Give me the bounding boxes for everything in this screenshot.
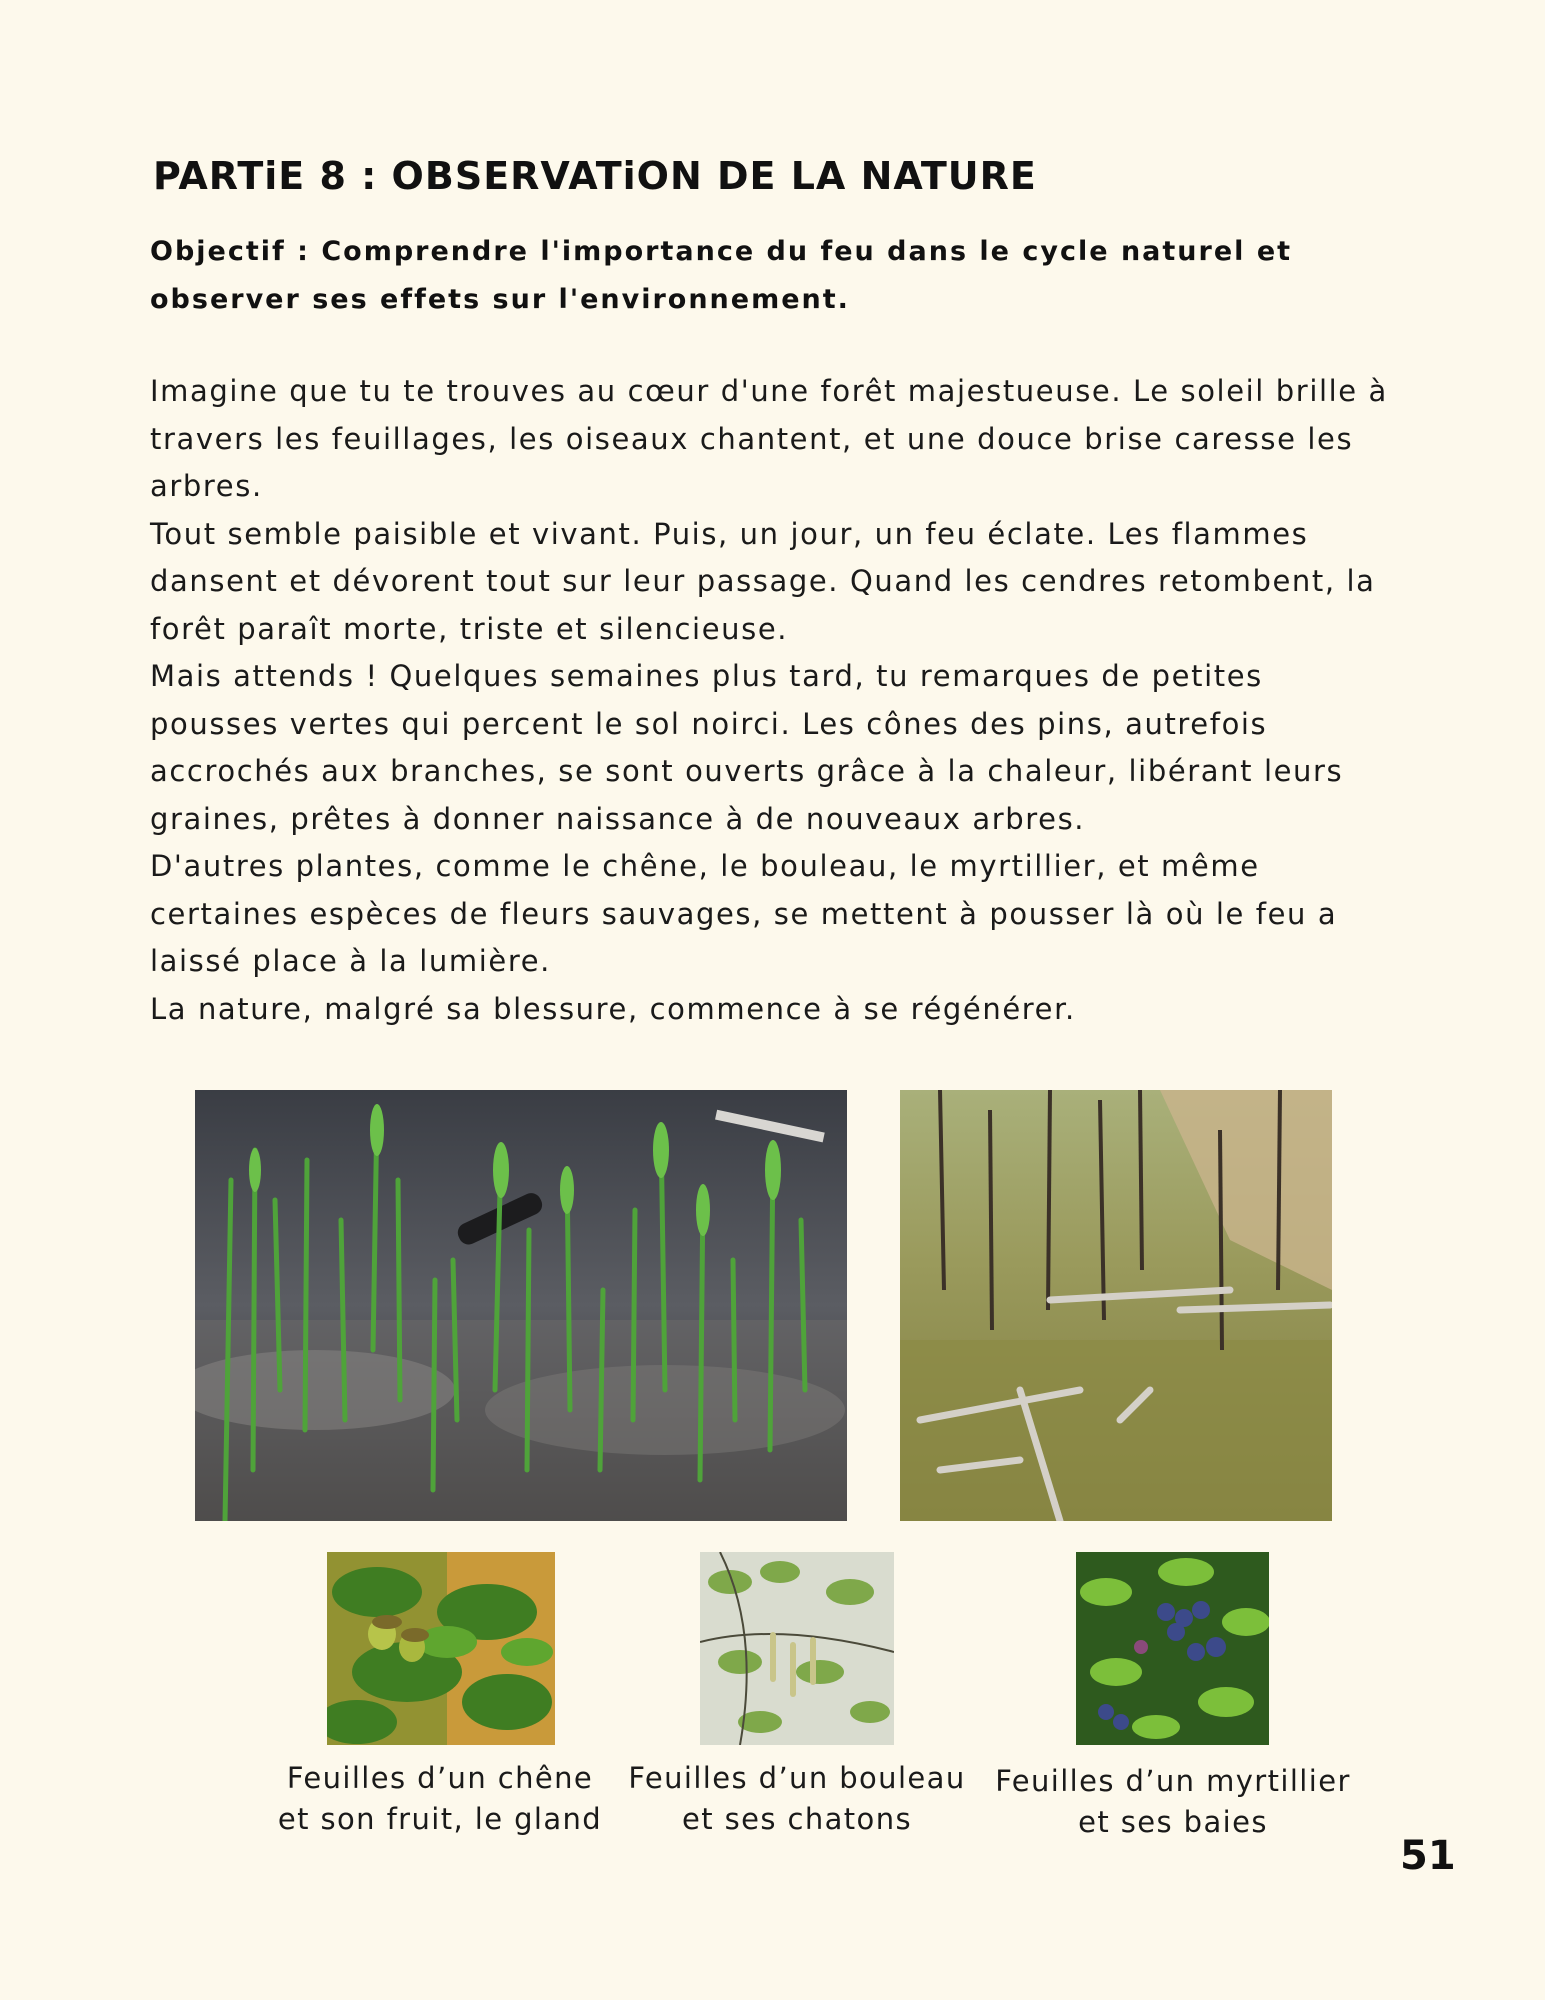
page-title: PARTiE 8 : OBSERVATiON DE LA NATURE (153, 154, 1037, 198)
blueberry-caption (980, 1761, 1366, 1843)
oak-caption (250, 1758, 630, 1840)
body-text (150, 368, 1400, 1033)
paragraph-5: La nature, malgré sa blessure, commence à se régénérer. (150, 991, 1076, 1026)
birch-caption-line-2: et ses chatons (681, 1802, 912, 1836)
paragraph-2: Tout semble paisible et vivant. Puis, un jour, un feu éclate. Les flammes dansent et dévorent tout sur leur passage. Quand les cendres retombent, la forêt paraît morte, triste et silencieuse. (150, 516, 1376, 646)
oak-leaves-photo (327, 1552, 555, 1745)
paragraph-1: Imagine que tu te trouves au cœur d'une forêt majestueuse. Le soleil brille à travers les feuillages, les oiseaux chantent, et une douce brise caresse les arbres. (150, 374, 1388, 503)
birch-leaves-photo (700, 1552, 894, 1745)
page-number: 51 (1400, 1833, 1456, 1879)
objective-text: Objectif : Comprendre l'importance du feu dans le cycle naturel et observer ses effets sur l'environnement. (150, 236, 1293, 315)
birch-caption (618, 1758, 976, 1840)
regenerating-forest-photo (900, 1090, 1332, 1521)
birch-caption-line-1: Feuilles d’un bouleau (628, 1761, 966, 1795)
blueberry-leaves-photo (1076, 1552, 1269, 1745)
burnt-ground-shoots-photo (195, 1090, 847, 1521)
paragraph-3: Mais attends ! Quelques semaines plus tard, tu remarques de petites pousses vertes qui percent le sol noirci. Les cônes des pins, autrefois accrochés aux branches, se sont ouverts grâce à la chaleur, libérant leurs graines, prêtes à donner naissance à de nouveaux arbres. (150, 659, 1344, 836)
blueberry-caption-line-2: et ses baies (1078, 1805, 1268, 1839)
blueberry-caption-line-1: Feuilles d’un myrtillier (995, 1764, 1351, 1798)
oak-caption-line-1: Feuilles d’un chêne (286, 1761, 594, 1795)
oak-caption-line-2: et son fruit, le gland (277, 1802, 603, 1836)
paragraph-4: D'autres plantes, comme le chêne, le bouleau, le myrtillier, et même certaines espèces de fleurs sauvages, se mettent à pousser là où le feu a laissé place à la lumière. (150, 849, 1338, 978)
